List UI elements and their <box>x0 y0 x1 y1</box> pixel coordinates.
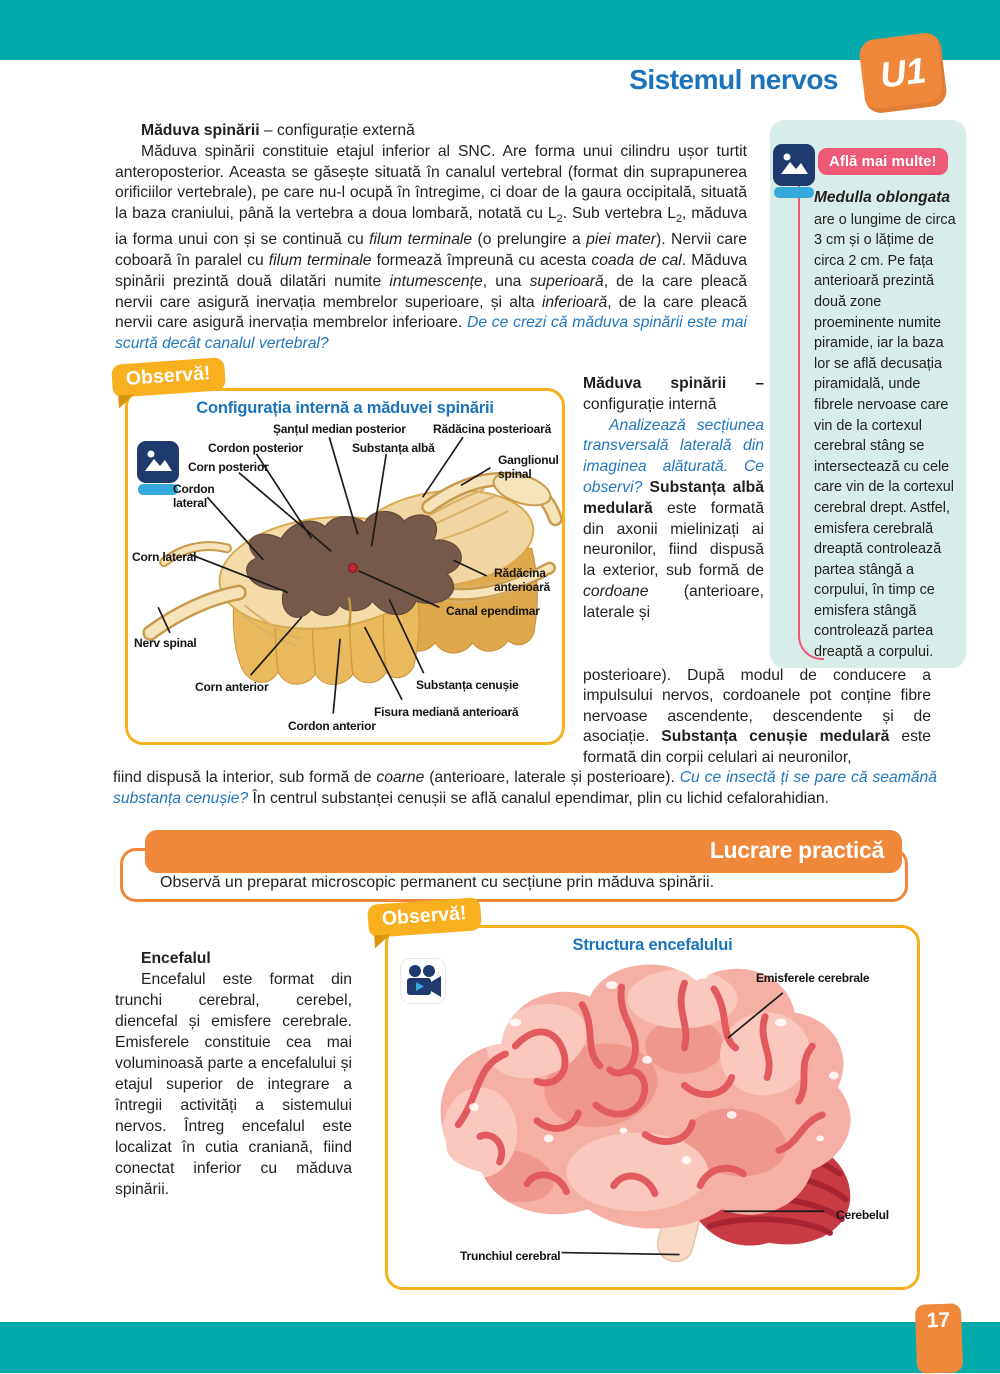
observa-badge-1: Observă! <box>111 357 226 398</box>
text-run: (anterioare, laterale și posterioare). <box>424 769 680 786</box>
text-run: are o lungime de circa 3 cm și o lățime de circa 2 cm. Pe fața anterioară prezintă două zone proeminente numite piramide, iar la baza lor se află decusația piramidală, unde fibrele nervoase care vin de la cortexul cerebral stâng se intersectează cu cele care vin de la cortexul cerebral drept. Astfel, emisfera cerebrală dreaptă controlează partea stângă a corpului, în timp ce emisfera stângă controlează partea dreaptă a corpului. <box>814 211 956 661</box>
figure-label-ganglionul-spinal: Ganglionul spinal <box>498 453 559 481</box>
intro-heading <box>115 121 747 142</box>
figure-label-cordon-posterior: Cordon posterior <box>208 441 303 455</box>
mid-paragraph-continued <box>583 666 931 768</box>
learn-more-panel <box>770 120 966 668</box>
text-run: Măduva spinării <box>141 122 260 139</box>
text-run: Cu ce insectă ți se pare că seamănă substanța cenușie? <box>113 769 937 807</box>
text-run: este formată din axonii mielinizați ai neuronilor, fiind dispusă la exterior, sub formă de <box>583 499 764 580</box>
text-run: De ce crezi că măduva spinării este mai scurtă decât canalul vertebral? <box>115 314 747 353</box>
text-run: coada de cal <box>591 251 682 269</box>
figure-label-canal-ependimar: Canal ependimar <box>446 604 540 618</box>
intro-paragraph <box>115 142 747 355</box>
text-run: coarne <box>376 769 425 786</box>
mid-column <box>583 374 764 624</box>
text-run: Măduva spinării – <box>583 375 764 392</box>
practical-work-text: Observă un preparat microscopic permanent cu secțiune prin măduva spinării. <box>160 874 715 891</box>
text-run: posterioare). După modul de conducere a impulsului nervos, cordoanele pot conține fibre nervoase ascendente, descendente și de asociație. <box>583 667 931 746</box>
text-run: este formată din corpii celulari ai neuronilor, <box>583 728 931 766</box>
text-run: , măduva ia forma unui con și se continuă cu <box>115 205 748 249</box>
text-run: În centrul substanței cenușii se află canalul ependimar, plin cu lichid cefalorahidian. <box>248 790 829 807</box>
video-icon <box>400 958 446 1009</box>
figure-label-cerebelul: Cerebelul <box>836 1208 889 1222</box>
figure-label-substanta-cenusie: Substanța cenușie <box>416 678 519 692</box>
text-run: , de la care pleacă nervii care asigură inervația membrelor superioare, și alta <box>115 272 748 311</box>
text-run: filum terminale <box>268 251 372 269</box>
image-icon <box>773 144 815 204</box>
text-run: fiind dispusă la interior, sub formă de <box>113 769 377 786</box>
figure-label-corn-posterior: Corn posterior <box>188 460 269 474</box>
learn-more-badge: Află mai multe! <box>818 148 948 175</box>
figure-label-corn-lateral: Corn lateral <box>132 550 197 564</box>
figure-label-radacina-posterioara: Rădăcina posterioară <box>433 422 552 436</box>
encephalon-heading: Encefalul <box>141 950 211 967</box>
figure-label-nerv-spinal: Nerv spinal <box>134 636 197 650</box>
text-run: Substanța cenușie medulară <box>661 728 890 746</box>
top-band <box>0 0 1000 60</box>
figure-label-santul-median-posterior: Șanțul median posterior <box>273 422 406 436</box>
text-run: Măduva spinării constituie etajul inferior al SNC. Are forma unui cilindru ușor turtit anteroposterior. Aceasta se găsește situată în canalul vertebral (format din suprapunerea orificiilor vertebrale), pe care nu-l ocupă în întregime, ci doar de la gaura occipitală, situată la baza craniului, până la vertebra a doua lombară, notată cu L <box>115 142 747 223</box>
brain-figure <box>385 925 920 1290</box>
text-run: . Sub vertebra L <box>562 205 676 223</box>
figure-label-emisferele-cerebrale: Emisferele cerebrale <box>756 971 870 985</box>
text-run: superioară <box>529 272 604 290</box>
text-run: Analizează secțiunea transversală laterală din imaginea alăturată. Ce observi? <box>583 416 764 496</box>
text-run: cordoane <box>583 582 649 600</box>
figure-label-substanta-alba: Substanța albă <box>352 441 435 455</box>
figure-label-fisura-mediana: Fisura mediană anterioară <box>374 705 519 719</box>
bottom-band <box>0 1322 1000 1373</box>
text-run: . Măduva spinării prezintă două dilatări numite <box>115 251 748 290</box>
text-run: , de la care pleacă nervii care asigură inervația membrelor inferioare. <box>115 293 747 332</box>
text-run: , una <box>482 272 530 290</box>
figure-label-trunchiul-cerebral: Trunchiul cerebral <box>460 1249 561 1263</box>
spinal-cord-figure <box>125 388 565 745</box>
figure-label-radacina-anterioara: Rădăcina anterioară <box>494 566 551 594</box>
text-run: (o prelungire a <box>472 231 587 249</box>
text-run: (anterioare, laterale și <box>583 582 764 621</box>
text-run: filum terminale <box>369 231 473 249</box>
figure-label-corn-anterior: Corn anterior <box>195 680 269 694</box>
full-width-paragraph <box>113 767 937 809</box>
observa-badge-2: Observă! <box>367 897 482 938</box>
text-run: intumescențe <box>389 272 483 290</box>
figure-title-spinal: Configurația internă a măduvei spinării <box>196 399 494 417</box>
figure-label-cordon-anterior: Cordon anterior <box>288 719 376 733</box>
text-run: 2 <box>675 213 682 226</box>
text-run: ). Nervii care coboară în paralel cu <box>115 231 747 269</box>
intro-block <box>115 121 747 355</box>
text-run: configurație internă <box>583 395 717 413</box>
text-run: Substanța albă medulară <box>583 478 764 517</box>
figure-title-brain: Structura encefalului <box>572 936 733 954</box>
mid-paragraph <box>583 416 764 624</box>
text-run: Medulla oblongata <box>814 189 951 206</box>
unit-badge: U1 <box>858 31 948 114</box>
learn-more-text <box>814 188 957 663</box>
text-run: 2 <box>556 213 563 226</box>
encephalon-block <box>115 948 352 1200</box>
text-run: inferioară <box>541 293 608 311</box>
page-number-tab: 17 <box>915 1303 963 1374</box>
text-run: – configurație externă <box>259 122 415 139</box>
mid-heading <box>583 374 764 416</box>
chapter-title: Sistemul nervos <box>629 64 838 95</box>
text-run: formează împreună cu acesta <box>371 251 592 269</box>
encephalon-paragraph: Encefalul este format din trunchi cerebral, cerebel, diencefal și emisfere cerebrale. Emisferele constituie cea mai voluminoasă parte a encefalului și etajul superior de integrare a întregii activități a sistemului nervos. Întreg encefalul este localizat în cutia craniană, fiind conectat inferior cu măduva spinării. <box>115 971 352 1198</box>
figure-label-cordon-lateral: Cordon lateral <box>173 482 215 510</box>
practical-work-banner: Lucrare practică <box>145 830 902 873</box>
text-run: piei mater <box>586 231 657 249</box>
